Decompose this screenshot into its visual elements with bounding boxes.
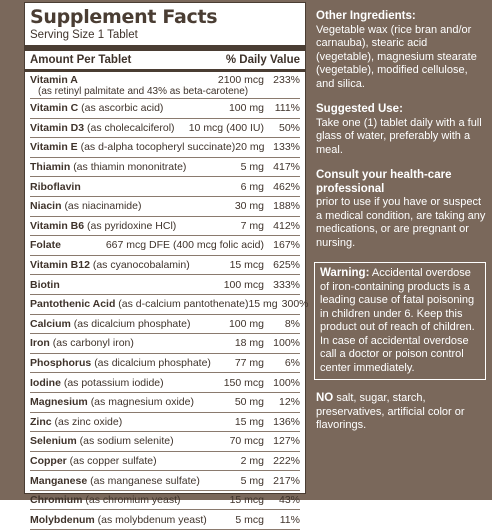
nutrient-name-cell — [30, 279, 224, 291]
amount-header: Amount Per Tablet — [30, 54, 132, 66]
no-additives — [316, 392, 486, 433]
nutrient-amount: 50 mg — [234, 396, 264, 409]
table-row — [30, 354, 300, 374]
nutrient-name: Selenium — [30, 435, 77, 448]
nutrient-amount: 15 mg — [234, 415, 264, 428]
nutrient-amount: 100 mg — [228, 102, 264, 115]
nutrient-daily-value: 133% — [273, 141, 300, 154]
nutrient-daily-value: 300% — [281, 298, 309, 311]
nutrient-amount: 5 mcg — [235, 513, 264, 526]
nutrient-amount: 6 mg — [240, 180, 264, 193]
nutrient-daily-value: 167% — [273, 239, 300, 252]
nutrient-name: Chromium — [30, 494, 83, 507]
table-row — [30, 99, 300, 119]
nutrient-name-cell — [30, 259, 230, 271]
nutrient-amount: 667 mcg DFE (400 mcg folic acid) — [105, 239, 264, 252]
nutrient-source: (as cholecalciferol) — [87, 121, 175, 134]
table-row — [30, 138, 300, 158]
nutrient-daily-value: 625% — [273, 259, 300, 272]
nutrient-amount: 70 mcg — [229, 435, 264, 448]
nutrient-source: (as sodium selenite) — [79, 435, 174, 448]
nutrient-name: Vitamin E — [30, 141, 78, 154]
nutrient-amount: 2 mg — [240, 454, 264, 467]
nutrient-amount: 100 mcg — [223, 278, 264, 291]
nutrient-name-cell — [30, 298, 248, 310]
nutrient-amount: 5 mg — [240, 474, 264, 487]
nutrient-name: Vitamin C — [30, 102, 79, 115]
nutrient-name: Riboflavin — [30, 180, 81, 193]
nutrient-amount: 15 mcg — [229, 259, 264, 272]
nutrient-name-cell — [30, 220, 241, 232]
table-row — [30, 72, 300, 99]
table-row — [30, 158, 300, 178]
nutrient-daily-value: 50% — [278, 121, 300, 134]
nutrient-amount: 15 mg — [248, 298, 278, 311]
nutrient-name: Magnesium — [30, 396, 88, 409]
nutrient-source: (as d-calcium pantothenate) — [118, 298, 249, 311]
supplement-facts-panel — [24, 2, 309, 526]
table-row — [30, 197, 300, 217]
other-ingredients-text: Vegetable wax (rice bran and/or carnauba), stearic acid (vegetable), magnesium stearate (vegetable), modified cellulose, and silica. — [316, 23, 477, 90]
warning-box — [314, 262, 486, 380]
nutrient-name-cell — [30, 357, 235, 369]
nutrient-name-cell — [30, 475, 241, 487]
nutrient-amount: 77 mg — [234, 357, 264, 370]
table-row — [30, 452, 300, 472]
nutrient-source: (as molybdenum yeast) — [97, 513, 207, 526]
table-row — [30, 510, 300, 530]
nutrient-daily-value: 333% — [273, 278, 300, 291]
nutrient-daily-value: 188% — [273, 200, 300, 213]
nutrient-name-cell — [30, 318, 229, 330]
nutrient-amount: 7 mg — [240, 219, 264, 232]
table-row — [30, 295, 309, 315]
nutrient-source: (as copper sulfate) — [69, 454, 157, 467]
nutrient-source: (as niacinamide) — [64, 200, 142, 213]
nutrient-daily-value: 12% — [278, 396, 300, 409]
nutrient-amount: 10 mcg (400 IU) — [188, 121, 264, 134]
nutrient-name-cell — [30, 181, 241, 193]
nutrient-name-cell — [30, 514, 235, 526]
nutrient-source: (as carbonyl iron) — [52, 337, 134, 350]
nutrient-name: Vitamin B6 — [30, 219, 85, 232]
warning-heading: Warning: — [320, 267, 370, 279]
nutrient-daily-value: 43% — [278, 494, 300, 507]
nutrient-amount: 18 mg — [234, 337, 264, 350]
nutrient-source: (as zinc oxide) — [54, 415, 123, 428]
nutrient-source: (as pyridoxine HCl) — [87, 219, 177, 232]
table-row — [30, 217, 300, 237]
consult-section — [316, 169, 486, 250]
nutrient-source: (as manganese sulfate) — [90, 474, 200, 487]
nutrient-name-cell — [30, 239, 106, 251]
table-row — [30, 491, 300, 511]
nutrient-name-cell — [30, 455, 241, 467]
nutrient-name: Zinc — [30, 415, 52, 428]
nutrient-source: (as potassium iodide) — [63, 376, 164, 389]
no-heading: NO — [316, 392, 334, 404]
nutrient-source: (as dicalcium phosphate) — [94, 357, 211, 370]
nutrient-name: Phosphorus — [30, 357, 92, 370]
nutrient-name: Vitamin B12 — [30, 259, 90, 272]
nutrient-name: Copper — [30, 454, 67, 467]
nutrient-amount: 20 mg — [235, 141, 265, 154]
nutrient-name: Thiamin — [30, 161, 71, 174]
nutrient-daily-value: 412% — [273, 219, 300, 232]
nutrient-name-cell — [30, 396, 235, 408]
suggested-use-heading: Suggested Use: — [316, 103, 403, 115]
nutrient-name-cell — [30, 122, 189, 134]
nutrient-name: Manganese — [30, 474, 88, 487]
consult-heading: Consult your health-care professional — [316, 169, 452, 195]
no-text: salt, sugar, starch, preservatives, artificial color or flavorings. — [316, 392, 465, 431]
table-row — [30, 393, 300, 413]
nutrient-table — [30, 72, 309, 530]
nutrient-source: (as dicalcium phosphate) — [73, 317, 191, 330]
nutrient-name-cell — [30, 200, 235, 212]
nutrient-daily-value: 217% — [273, 474, 300, 487]
nutrient-amount: 5 mg — [240, 161, 264, 174]
serving-size: Serving Size 1 Tablet — [30, 29, 138, 41]
nutrient-name: Folate — [30, 239, 61, 252]
nutrient-name-cell — [30, 337, 235, 349]
nutrient-name: Molybdenum — [30, 513, 95, 526]
nutrient-amount: 15 mcg — [229, 494, 264, 507]
nutrient-daily-value: 8% — [284, 317, 300, 330]
nutrient-source: (as cyanocobalamin) — [92, 259, 190, 272]
consult-text: prior to use if you have or suspect a medical condition, are taking any medications, or are pregnant or nursing. — [316, 196, 486, 249]
nutrient-name-cell — [30, 494, 230, 506]
table-row — [30, 275, 300, 295]
nutrient-daily-value: 111% — [274, 102, 300, 115]
nutrient-amount: 30 mg — [234, 200, 264, 213]
nutrient-name: Iron — [30, 337, 50, 350]
nutrient-name-cell — [30, 74, 218, 86]
other-ingredients-heading: Other Ingredients: — [316, 10, 416, 22]
table-row — [30, 471, 300, 491]
facts-title: Supplement Facts — [30, 6, 218, 28]
nutrient-daily-value: 6% — [284, 357, 300, 370]
suggested-use — [316, 103, 486, 157]
info-panel — [316, 10, 486, 445]
table-row — [30, 413, 300, 433]
nutrient-name-cell — [30, 141, 235, 153]
daily-value-header: % Daily Value — [225, 54, 300, 66]
table-row — [30, 334, 300, 354]
table-row — [30, 432, 300, 452]
nutrient-name: Calcium — [30, 317, 71, 330]
nutrient-name-cell — [30, 377, 224, 389]
table-row — [30, 177, 300, 197]
table-row — [30, 315, 300, 335]
nutrient-name-cell — [30, 416, 235, 428]
nutrient-name: Pantothenic Acid — [30, 298, 116, 311]
nutrient-daily-value: 462% — [273, 180, 300, 193]
nutrient-name: Vitamin A — [30, 73, 78, 86]
table-row — [30, 119, 300, 139]
table-row — [30, 256, 300, 276]
nutrient-amount: 100 mg — [228, 317, 264, 330]
other-ingredients — [316, 10, 486, 91]
nutrient-daily-value: 417% — [273, 161, 300, 174]
warning-text: Accidental overdose of iron-containing products is a leading cause of fatal poisoning in children under 6. Keep this product out of reach of children. In case of accidental overdose call a doctor or poison control center immediately. — [320, 267, 475, 374]
nutrient-daily-value: 233% — [273, 73, 300, 86]
table-row — [30, 373, 300, 393]
nutrient-note: (as retinyl palmitate and 43% as beta-carotene) — [38, 85, 249, 97]
nutrient-amount: 2100 mcg — [217, 73, 264, 86]
nutrient-amount: 150 mcg — [223, 376, 264, 389]
nutrient-name: Vitamin D3 — [30, 121, 85, 134]
nutrient-source: (as d-alpha tocopheryl succinate) — [80, 141, 236, 154]
nutrient-daily-value: 127% — [273, 435, 300, 448]
table-row — [30, 236, 300, 256]
facts-header-row — [30, 51, 300, 69]
nutrient-source: (as ascorbic acid) — [81, 102, 164, 115]
nutrient-source: (as chromium yeast) — [85, 494, 181, 507]
nutrient-name: Iodine — [30, 376, 61, 389]
nutrient-source: (as magnesium oxide) — [90, 396, 194, 409]
nutrient-daily-value: 222% — [273, 454, 300, 467]
nutrient-daily-value: 136% — [273, 415, 300, 428]
nutrient-name: Biotin — [30, 278, 60, 291]
nutrient-name-cell — [30, 435, 230, 447]
nutrient-name: Niacin — [30, 200, 62, 213]
nutrient-daily-value: 100% — [273, 337, 300, 350]
suggested-use-text: Take one (1) tablet daily with a full glass of water, preferably with a meal. — [316, 116, 482, 156]
nutrient-name-cell — [30, 102, 229, 114]
nutrient-daily-value: 100% — [273, 376, 300, 389]
nutrient-name-cell — [30, 161, 241, 173]
nutrient-daily-value: 11% — [279, 513, 300, 526]
nutrient-source: (as thiamin mononitrate) — [73, 161, 187, 174]
